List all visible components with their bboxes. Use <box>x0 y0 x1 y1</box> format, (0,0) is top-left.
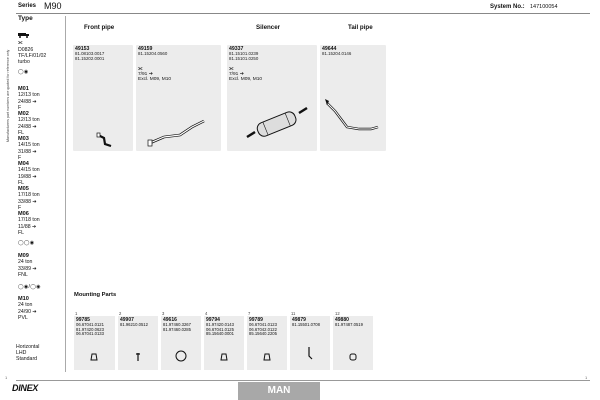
part-ref: 06.67041.0125 <box>206 326 234 332</box>
part-refs <box>322 52 351 57</box>
part-ref: 85.15640.0001 <box>206 331 234 336</box>
model-date: 11/88 ➔ <box>18 224 66 230</box>
page-number-left: 1 <box>5 375 8 380</box>
footer-divider <box>16 380 590 381</box>
part-number: 49879 <box>292 317 306 323</box>
wheel-config-icon: ◯◉ <box>18 69 29 76</box>
mounting-part-card[interactable] <box>204 316 244 370</box>
engine-line-1: D0826 <box>18 46 34 53</box>
model-tonnage: 24 ton <box>18 302 33 309</box>
reference-disclaimer: Manufacturers part numbers are quoted for reference only <box>6 49 10 142</box>
model-tonnage: 14/15 ton <box>18 167 40 174</box>
silencer-heading: Silencer <box>256 24 281 31</box>
engine-block <box>18 32 66 76</box>
wheel-config-icon: ◯◉/◯◉ <box>18 284 41 290</box>
model-m03 <box>18 136 66 161</box>
model-code: M01 <box>18 86 29 92</box>
engine-line-2: TF/LF/01/02 <box>18 52 47 59</box>
mounting-part-card[interactable] <box>290 316 330 370</box>
rubber-mount-icon <box>349 352 357 362</box>
model-tonnage: 17/18 ton <box>18 217 40 224</box>
model-code: M10 <box>18 296 29 302</box>
series-label: Series <box>18 3 37 9</box>
mounting-part-card[interactable] <box>247 316 287 370</box>
intermediate-pipe-drawing <box>146 117 210 147</box>
model-m04 <box>18 161 66 186</box>
page-number-right: 1 <box>585 375 588 380</box>
part-refs <box>249 323 277 337</box>
part-refs <box>75 52 104 61</box>
axle-symbol-icon: ⫘ <box>138 66 143 72</box>
part-ref: 06.67041.0123 <box>249 322 277 327</box>
wheel-config-icon: ◯◯◉ <box>18 240 35 246</box>
part-number: 99794 <box>206 317 220 323</box>
part-ref: 81.97420.0143 <box>206 322 234 327</box>
clamp-icon <box>220 352 228 362</box>
model-tonnage: 17/18 ton <box>18 192 40 199</box>
part-number: 49880 <box>335 317 349 323</box>
mounting-parts-title: Mounting Parts <box>74 292 117 298</box>
part-refs <box>292 323 320 328</box>
model-variant: FNL <box>18 271 28 278</box>
part-refs <box>163 323 191 332</box>
part-refs <box>206 323 234 337</box>
model-tonnage: 12/13 ton <box>18 92 40 99</box>
silencer-drawing <box>237 105 311 143</box>
mounting-index: 12 <box>335 311 340 316</box>
part-ref: 81.97460.0285 <box>163 326 191 332</box>
part-ref: 81.97487.0519 <box>335 322 363 327</box>
model-m05 <box>18 186 66 211</box>
model-variant: F <box>18 104 22 111</box>
model-m06 <box>18 211 66 236</box>
mounting-index: 1 <box>75 311 78 316</box>
brand-name: MAN <box>267 385 291 396</box>
model-date: 31/88 ➔ <box>18 149 66 155</box>
front-pipe-drawing <box>95 131 115 147</box>
model-m01 <box>18 86 66 111</box>
mounting-index: 11 <box>291 311 296 316</box>
part-ref: 81.15501.0708 <box>292 322 320 327</box>
part-note <box>138 67 171 83</box>
config-line: Standard <box>16 356 38 362</box>
dinex-logo: DINEX <box>12 383 39 393</box>
front-pipe-heading: Front pipe <box>84 24 115 31</box>
tail-pipe-drawing <box>323 97 383 143</box>
model-code: M02 <box>18 111 29 117</box>
part-note <box>229 67 262 83</box>
model-m02 <box>18 111 66 136</box>
part-number: 99785 <box>76 317 90 323</box>
part-ref: 85.15640.2205 <box>249 331 277 336</box>
config-line: Horizontal <box>16 344 40 350</box>
part-ref: 06.67041.0121 <box>76 322 104 327</box>
mounting-index: 3 <box>162 311 165 316</box>
model-variant: FL <box>18 229 25 236</box>
part-ref: 81.97420.0623 <box>76 326 104 332</box>
part-refs <box>335 323 363 328</box>
model-m10 <box>18 296 66 321</box>
bracket-icon <box>306 346 314 360</box>
note-exclusion: Excl. M09, M10 <box>229 77 263 83</box>
part-ref: 81.15202.0001 <box>75 55 105 61</box>
system-number-value: 147100054 <box>530 4 558 10</box>
model-date: 24/90 ➔ <box>18 309 66 315</box>
part-number: 49907 <box>120 317 134 323</box>
engine-line-3: turbo <box>18 59 30 66</box>
model-variant: F <box>18 204 22 211</box>
model-m09 <box>18 253 66 278</box>
model-tonnage: 14/15 ton <box>18 142 40 149</box>
brand-tab[interactable] <box>238 382 320 400</box>
model-date: 19/88 ➔ <box>18 174 66 180</box>
model-code: M05 <box>18 186 29 192</box>
part-ref: 81.15101.0250 <box>229 55 259 61</box>
bolt-icon <box>134 352 142 362</box>
part-ref: 81.15101.0239 <box>229 51 259 56</box>
series-value: M90 <box>44 1 62 11</box>
model-code: M06 <box>18 211 29 217</box>
model-date: 33/88 ➔ <box>18 199 66 205</box>
model-date: 24/88 ➔ <box>18 124 66 130</box>
part-ref: 81.08103.0017 <box>75 51 105 56</box>
mounting-index: 7 <box>248 311 251 316</box>
tail-pipe-heading: Tail pipe <box>348 24 373 31</box>
truck-icon <box>18 32 66 40</box>
model-code: M09 <box>18 253 29 259</box>
model-variant: F <box>18 154 22 161</box>
model-code: M04 <box>18 161 29 167</box>
model-tonnage: 12/13 ton <box>18 117 40 124</box>
clamp-icon <box>90 352 98 362</box>
part-ref: 81.96210.0512 <box>120 322 148 327</box>
part-number: 49337 <box>229 46 244 52</box>
part-refs <box>138 52 167 57</box>
mounting-part-card[interactable] <box>161 316 201 370</box>
configuration-notes <box>16 344 66 362</box>
part-ref: 81.15204.0146 <box>322 51 352 56</box>
part-ref: 06.67041.0133 <box>76 331 104 336</box>
part-ref: 06.67042.0122 <box>249 326 277 332</box>
mounting-part-card[interactable] <box>118 316 158 370</box>
model-variant: FL <box>18 129 25 136</box>
model-date: 33/89 ➔ <box>18 266 66 272</box>
part-card[interactable] <box>136 45 221 151</box>
part-card[interactable] <box>73 45 133 151</box>
clamp-icon <box>263 352 271 362</box>
ring-clamp-icon <box>174 350 188 362</box>
part-card[interactable] <box>227 45 317 151</box>
config-line: LHD <box>16 350 27 356</box>
part-number: 49644 <box>322 46 337 52</box>
part-ref: 81.15204.0560 <box>138 51 168 56</box>
note-exclusion: Excl. M09, M10 <box>138 77 172 83</box>
model-variant: PVL <box>18 314 28 321</box>
model-variant: FL <box>18 179 25 186</box>
part-ref: 81.97460.3267 <box>163 322 191 327</box>
part-number: 49616 <box>163 317 177 323</box>
type-title: Type <box>18 15 33 22</box>
mounting-index: 2 <box>119 311 122 316</box>
model-tonnage: 24 ton <box>18 259 33 266</box>
note-date: 7/91 ➔ <box>229 72 262 77</box>
part-refs <box>120 323 148 328</box>
part-number: 99789 <box>249 317 263 323</box>
note-date: 7/91 ➔ <box>138 72 171 77</box>
part-number: 49159 <box>138 46 153 52</box>
type-sidebar <box>16 16 66 372</box>
model-date: 24/88 ➔ <box>18 99 66 105</box>
part-refs <box>229 52 258 61</box>
axle-symbol-icon: ⫘ <box>229 66 234 72</box>
part-number: 49153 <box>75 46 90 52</box>
mounting-part-card[interactable] <box>333 316 373 370</box>
page-header <box>16 2 590 14</box>
system-number-label: System No.: <box>490 4 525 10</box>
model-code: M03 <box>18 136 29 142</box>
axle-symbol-icon: ⫘ <box>18 40 23 47</box>
part-refs <box>76 323 104 337</box>
part-card[interactable] <box>320 45 386 151</box>
mounting-part-card[interactable] <box>74 316 115 370</box>
mounting-index: 4 <box>205 311 208 316</box>
